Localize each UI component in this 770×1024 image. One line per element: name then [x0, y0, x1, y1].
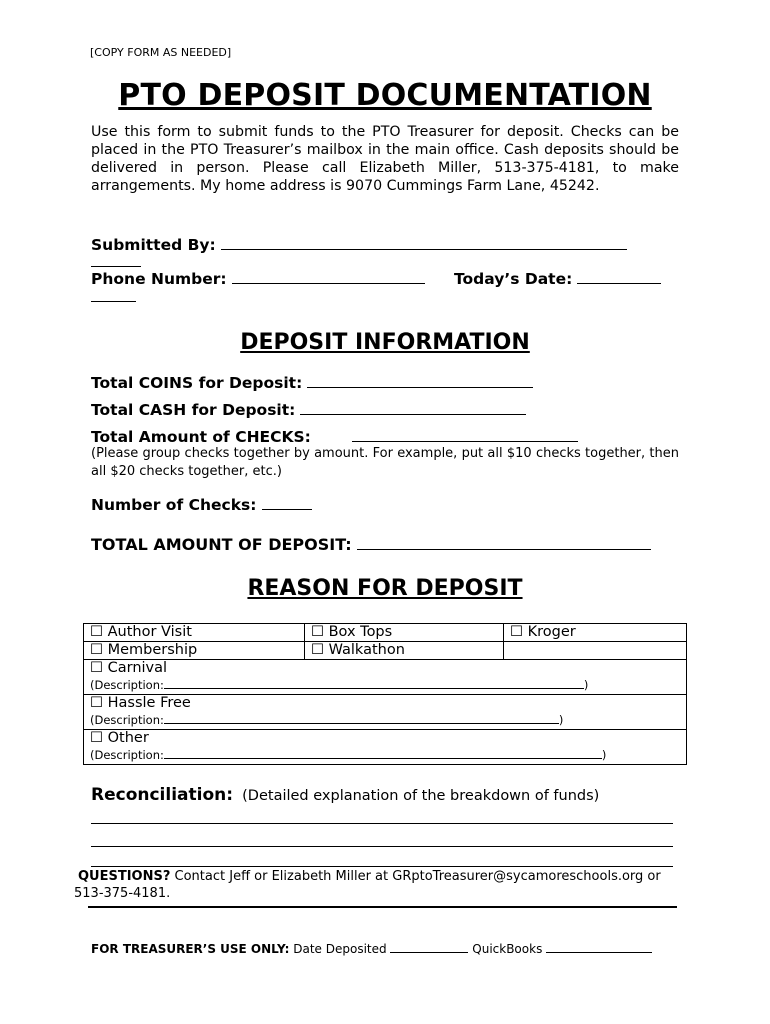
total-row — [91, 535, 651, 554]
box-tops-label: Box Tops — [328, 624, 393, 640]
author-visit-label: Author Visit — [107, 624, 192, 640]
cash-field[interactable] — [300, 400, 526, 415]
num-checks-label: Number of Checks: — [91, 496, 257, 514]
cash-label: Total CASH for Deposit: — [91, 401, 296, 419]
divider — [88, 906, 677, 908]
total-label: TOTAL AMOUNT OF DEPOSIT: — [91, 535, 352, 554]
carnival-description-field[interactable] — [164, 677, 584, 689]
submitted-by-field[interactable] — [221, 235, 627, 250]
date-row — [454, 269, 661, 288]
questions-text: Contact Jeff or Elizabeth Miller at GRptoTreasurer@sycamoreschools.org or 513-375-4181. — [74, 869, 661, 901]
checkbox-icon[interactable]: ☐ — [90, 730, 103, 746]
kroger-option[interactable] — [504, 624, 687, 642]
checks-label: Total Amount of CHECKS: — [91, 428, 311, 446]
coins-field[interactable] — [307, 373, 533, 388]
deposit-info-heading: DEPOSIT INFORMATION — [240, 330, 530, 355]
empty-cell — [504, 642, 687, 660]
submitted-by-field-continued[interactable] — [91, 252, 141, 267]
description-label: (Description: — [90, 748, 164, 762]
page-title: PTO DEPOSIT DOCUMENTATION — [118, 78, 652, 113]
checkbox-icon[interactable]: ☐ — [311, 624, 324, 640]
membership-option[interactable] — [84, 642, 305, 660]
quickbooks-field[interactable] — [546, 942, 652, 953]
reconciliation-label: Reconciliation: — [91, 785, 234, 805]
box-tops-option[interactable] — [305, 624, 504, 642]
reason-row-carnival — [84, 660, 687, 695]
date-field-continued[interactable] — [91, 287, 136, 302]
reconciliation-line-1[interactable] — [91, 823, 673, 824]
checks-field[interactable] — [352, 427, 578, 442]
date-field[interactable] — [577, 269, 661, 284]
reason-row-other — [84, 730, 687, 765]
treasurer-row — [91, 942, 652, 956]
checkbox-icon[interactable]: ☐ — [90, 695, 103, 711]
num-checks-row — [91, 495, 312, 514]
reconciliation-note: (Detailed explanation of the breakdown of funds) — [242, 788, 600, 804]
reason-row-1 — [84, 624, 687, 642]
submitted-by-label: Submitted By: — [91, 236, 216, 254]
phone-field[interactable] — [232, 269, 425, 284]
other-option[interactable] — [84, 730, 687, 765]
checkbox-icon[interactable]: ☐ — [90, 624, 103, 640]
date-label: Today’s Date: — [454, 270, 573, 288]
hassle-free-label: Hassle Free — [107, 695, 191, 711]
reconciliation-line-2[interactable] — [91, 846, 673, 847]
quickbooks-label: QuickBooks — [472, 942, 543, 956]
description-label: (Description: — [90, 678, 164, 692]
checkbox-icon[interactable]: ☐ — [90, 642, 103, 658]
intro-paragraph: Use this form to submit funds to the PTO Treasurer for deposit. Checks can be placed in the PTO Treasurer’s mailbox in the main office. Cash deposits should be delivered in person. Please call Elizabeth Miller, 513-375-4181, to make arrangements. My home address is 9070 Cummings Farm Lane, 45242. — [91, 124, 679, 194]
phone-label: Phone Number: — [91, 270, 227, 288]
hassle-free-description-field[interactable] — [164, 712, 559, 724]
walkathon-label: Walkathon — [328, 642, 405, 658]
date-deposited-field[interactable] — [390, 942, 468, 953]
reason-row-hassle-free — [84, 695, 687, 730]
total-field[interactable] — [357, 535, 651, 550]
description-close: ) — [601, 748, 607, 762]
questions-label: QUESTIONS? — [78, 869, 171, 884]
hassle-free-option[interactable] — [84, 695, 687, 730]
num-checks-field[interactable] — [262, 495, 312, 510]
copy-form-note: [COPY FORM AS NEEDED] — [90, 46, 232, 59]
description-close: ) — [583, 678, 589, 692]
carnival-description — [90, 678, 588, 692]
checks-row — [91, 427, 578, 446]
coins-row — [91, 373, 533, 392]
coins-label: Total COINS for Deposit: — [91, 374, 303, 392]
cash-row — [91, 400, 526, 419]
checkbox-icon[interactable]: ☐ — [90, 660, 103, 676]
submitted-by-row — [91, 235, 627, 254]
checkbox-icon[interactable]: ☐ — [311, 642, 324, 658]
phone-row — [91, 269, 425, 288]
questions-block — [74, 868, 686, 902]
hassle-free-description — [90, 713, 563, 727]
checkbox-icon[interactable]: ☐ — [510, 624, 523, 640]
other-description-field[interactable] — [164, 747, 602, 759]
treasurer-label: FOR TREASURER’S USE ONLY: — [91, 942, 290, 956]
reconciliation-row — [91, 785, 599, 805]
author-visit-option[interactable] — [84, 624, 305, 642]
checks-note: (Please group checks together by amount. For example, put all $10 checks together, then all $20 checks together, etc.) — [91, 446, 679, 479]
date-deposited-label: Date Deposited — [293, 942, 387, 956]
membership-label: Membership — [107, 642, 198, 658]
reconciliation-line-3[interactable] — [91, 866, 673, 867]
other-description — [90, 748, 606, 762]
description-label: (Description: — [90, 713, 164, 727]
kroger-label: Kroger — [527, 624, 576, 640]
walkathon-option[interactable] — [305, 642, 504, 660]
other-label: Other — [107, 730, 149, 746]
reason-row-2 — [84, 642, 687, 660]
reason-heading: REASON FOR DEPOSIT — [247, 576, 523, 601]
reason-table — [83, 623, 687, 765]
description-close: ) — [558, 713, 564, 727]
carnival-option[interactable] — [84, 660, 687, 695]
carnival-label: Carnival — [107, 660, 168, 676]
